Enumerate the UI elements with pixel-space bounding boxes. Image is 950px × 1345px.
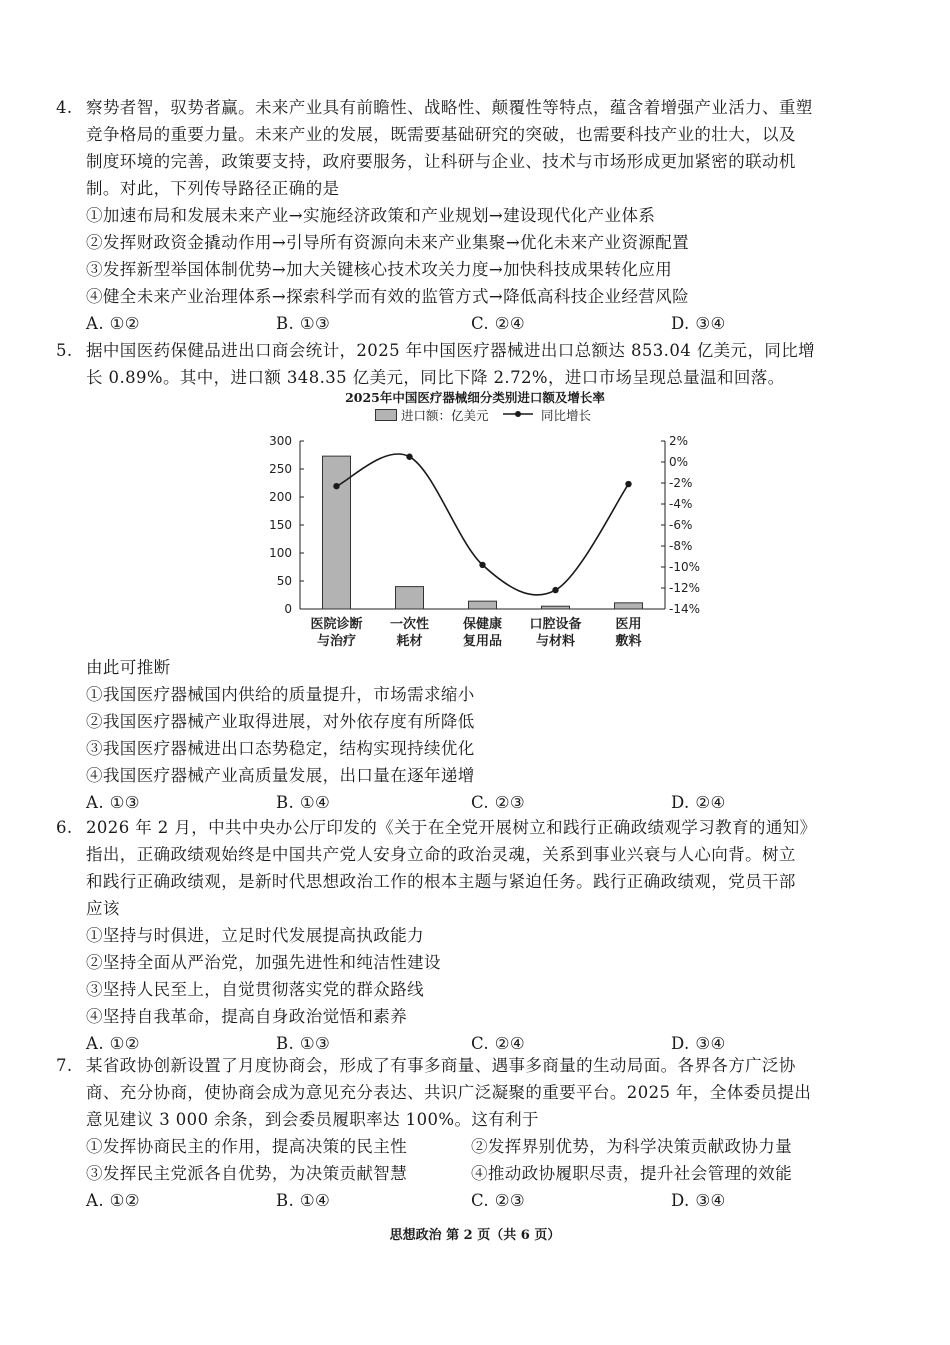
statement-option: ④我国医疗器械产业高质量发展，出口量在逐年递增 [86, 766, 475, 785]
statement-option: ②坚持全面从严治党，加强先进性和纯洁性建设 [86, 953, 441, 972]
statement-option: ②发挥界别优势，为科学决策贡献政协力量 [471, 1137, 793, 1156]
right-tick-label: -2% [669, 476, 693, 490]
page-footer: 思想政治 第 2 页（共 6 页） [389, 1228, 561, 1243]
import-chart [255, 388, 701, 658]
answer-choices [86, 311, 866, 337]
bar [542, 606, 570, 609]
right-tick-label: -4% [669, 497, 693, 511]
choice-d[interactable]: D. ③④ [671, 1034, 726, 1053]
right-tick-label: 0% [669, 455, 689, 469]
choice-a[interactable]: A. ①② [86, 314, 140, 333]
question-prompt: 由此可推断 [86, 658, 171, 677]
question-stem-line: 察势者智，驭势者赢。未来产业具有前瞻性、战略性、颠覆性等特点，蕴含着增强产业活力、重塑 [86, 98, 813, 117]
category-label: 医用 [615, 617, 642, 632]
category-label: 与治疗 [316, 634, 357, 649]
chart-title: 2025年中国医疗器械细分类别进口额及增长率 [345, 390, 605, 405]
question-stem-line: 意见建议 3 000 余条，到会委员履职率达 100%。这有利于 [86, 1110, 539, 1129]
answer-choices [86, 790, 866, 816]
growth-point [479, 562, 485, 568]
choice-d[interactable]: D. ③④ [671, 314, 726, 333]
legend-bar-label: 进口额：亿美元 [401, 408, 489, 423]
question-number: 5. [56, 341, 73, 360]
statement-option: ③发挥民主党派各自优势，为决策贡献智慧 [86, 1164, 408, 1183]
choice-b[interactable]: B. ①④ [276, 1191, 331, 1210]
bar [396, 587, 424, 609]
category-label: 医院诊断 [310, 617, 363, 632]
right-tick-label: -6% [669, 518, 693, 532]
right-tick-label: -12% [669, 581, 701, 595]
statement-option: ②发挥财政资金撬动作用→引导所有资源向未来产业集聚→优化未来产业资源配置 [86, 233, 690, 252]
choice-c[interactable]: C. ②④ [471, 1034, 526, 1053]
statement-option: ①加速布局和发展未来产业→实施经济政策和产业规划→建设现代化产业体系 [86, 206, 656, 225]
left-tick-label: 150 [269, 518, 292, 532]
right-tick-label: -8% [669, 539, 693, 553]
choice-b[interactable]: B. ①③ [276, 1034, 331, 1053]
question-stem-line: 竞争格局的重要力量。未来产业的发展，既需要基础研究的突破，也需要科技产业的壮大，以及 [86, 125, 796, 144]
question-stem-line: 商、充分协商，使协商会成为意见充分表达、共识广泛凝聚的重要平台。2025 年，全体委员提出 [86, 1083, 812, 1102]
question-stem-line: 应该 [86, 899, 120, 918]
legend-bar-swatch [375, 409, 397, 421]
question-stem-line: 2026 年 2 月，中共中央办公厅印发的《关于在全党开展树立和践行正确政绩观学习教育的通知》 [86, 818, 817, 837]
left-tick-label: 300 [269, 434, 292, 448]
statement-option: ①坚持与时俱进，立足时代发展提高执政能力 [86, 926, 424, 945]
question-number: 6. [56, 818, 73, 837]
category-label: 口腔设备 [529, 617, 582, 632]
growth-point [406, 454, 412, 460]
statement-option: ①发挥协商民主的作用，提高决策的民主性 [86, 1137, 408, 1156]
statement-option: ③我国医疗器械进出口态势稳定，结构实现持续优化 [86, 739, 475, 758]
statement-option: ③坚持人民至上，自觉贯彻落实党的群众路线 [86, 980, 424, 999]
category-label: 与材料 [535, 634, 576, 649]
growth-point [333, 483, 339, 489]
question-stem-line: 长 0.89%。其中，进口额 348.35 亿美元，同比下降 2.72%，进口市场呈现总量温和回落。 [86, 368, 785, 387]
choice-c[interactable]: C. ②③ [471, 1191, 526, 1210]
question-stem-line: 制。对此，下列传导路径正确的是 [86, 179, 340, 198]
statement-option: ④健全未来产业治理体系→探索科学而有效的监管方式→降低高科技企业经营风险 [86, 287, 690, 306]
bar [469, 601, 497, 609]
choice-b[interactable]: B. ①③ [276, 314, 331, 333]
statement-option: ②我国医疗器械产业取得进展，对外依存度有所降低 [86, 712, 475, 731]
question-stem-line: 和践行正确政绩观，是新时代思想政治工作的根本主题与紧迫任务。践行正确政绩观，党员干部 [86, 872, 796, 891]
answer-choices [86, 1188, 866, 1214]
right-tick-label: -10% [669, 560, 701, 574]
chart-plot [255, 428, 701, 658]
statement-option: ③发挥新型举国体制优势→加大关键核心技术攻关力度→加快科技成果转化应用 [86, 260, 673, 279]
category-label: 敷料 [615, 634, 642, 649]
statement-option: ①我国医疗器械国内供给的质量提升，市场需求缩小 [86, 685, 475, 704]
growth-point [625, 481, 631, 487]
question-stem-line: 制度环境的完善，政策要支持，政府要服务，让科研与企业、技术与市场形成更加紧密的联动机 [86, 152, 796, 171]
legend-line-swatch [501, 408, 535, 420]
left-tick-label: 200 [269, 490, 292, 504]
question-stem-line: 据中国医药保健品进出口商会统计，2025 年中国医疗器械进出口总额达 853.04 亿美元，同比增 [86, 341, 816, 360]
category-label: 复用品 [462, 634, 503, 649]
right-tick-label: 2% [669, 434, 689, 448]
choice-d[interactable]: D. ②④ [671, 793, 726, 812]
choice-a[interactable]: A. ①② [86, 1034, 140, 1053]
question-stem-line: 某省政协创新设置了月度协商会，形成了有事多商量、遇事多商量的生动局面。各界各方广泛协 [86, 1056, 796, 1075]
left-tick-label: 50 [276, 574, 292, 588]
growth-line [337, 454, 629, 595]
choice-d[interactable]: D. ③④ [671, 1191, 726, 1210]
question-number: 7. [56, 1056, 73, 1075]
growth-point [552, 587, 558, 593]
statement-option: ④坚持自我革命，提高自身政治觉悟和素养 [86, 1007, 408, 1026]
choice-b[interactable]: B. ①④ [276, 793, 331, 812]
choice-c[interactable]: C. ②④ [471, 314, 526, 333]
legend-line-label: 同比增长 [541, 408, 592, 423]
left-tick-label: 0 [284, 602, 292, 616]
choice-a[interactable]: A. ①② [86, 1191, 140, 1210]
bar [615, 603, 643, 609]
choice-c[interactable]: C. ②③ [471, 793, 526, 812]
left-tick-label: 100 [269, 546, 292, 560]
category-label: 一次性 [389, 617, 430, 632]
left-tick-label: 250 [269, 462, 292, 476]
right-tick-label: -14% [669, 602, 701, 616]
question-number: 4. [56, 98, 73, 117]
statement-option: ④推动政协履职尽责，提升社会管理的效能 [471, 1164, 793, 1183]
category-label: 保健康 [462, 617, 503, 632]
question-stem-line: 指出，正确政绩观始终是中国共产党人安身立命的政治灵魂，关系到事业兴衰与人心向背。树立 [86, 845, 796, 864]
category-label: 耗材 [396, 634, 423, 649]
choice-a[interactable]: A. ①③ [86, 793, 140, 812]
